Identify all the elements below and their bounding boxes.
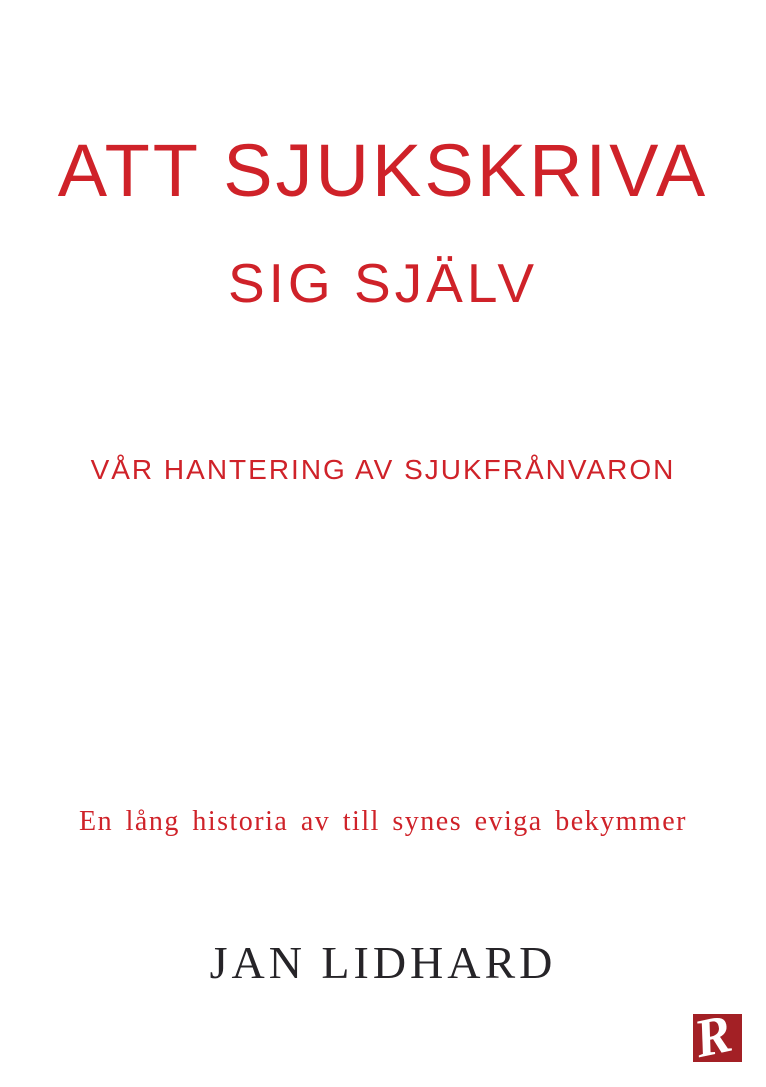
author-name: JAN LIDHARD bbox=[209, 937, 557, 988]
title-line-1: ATT SJUKSKRIVA bbox=[57, 129, 709, 212]
publisher-logo-letter: R bbox=[689, 1002, 737, 1070]
tagline: En lång historia av till synes eviga bekymmer bbox=[79, 806, 687, 837]
subtitle: VÅR HANTERING AV SJUKFRÅNVARON bbox=[90, 454, 676, 485]
publisher-logo bbox=[689, 1002, 742, 1070]
title-line-2: SIG SJÄLV bbox=[227, 252, 539, 314]
